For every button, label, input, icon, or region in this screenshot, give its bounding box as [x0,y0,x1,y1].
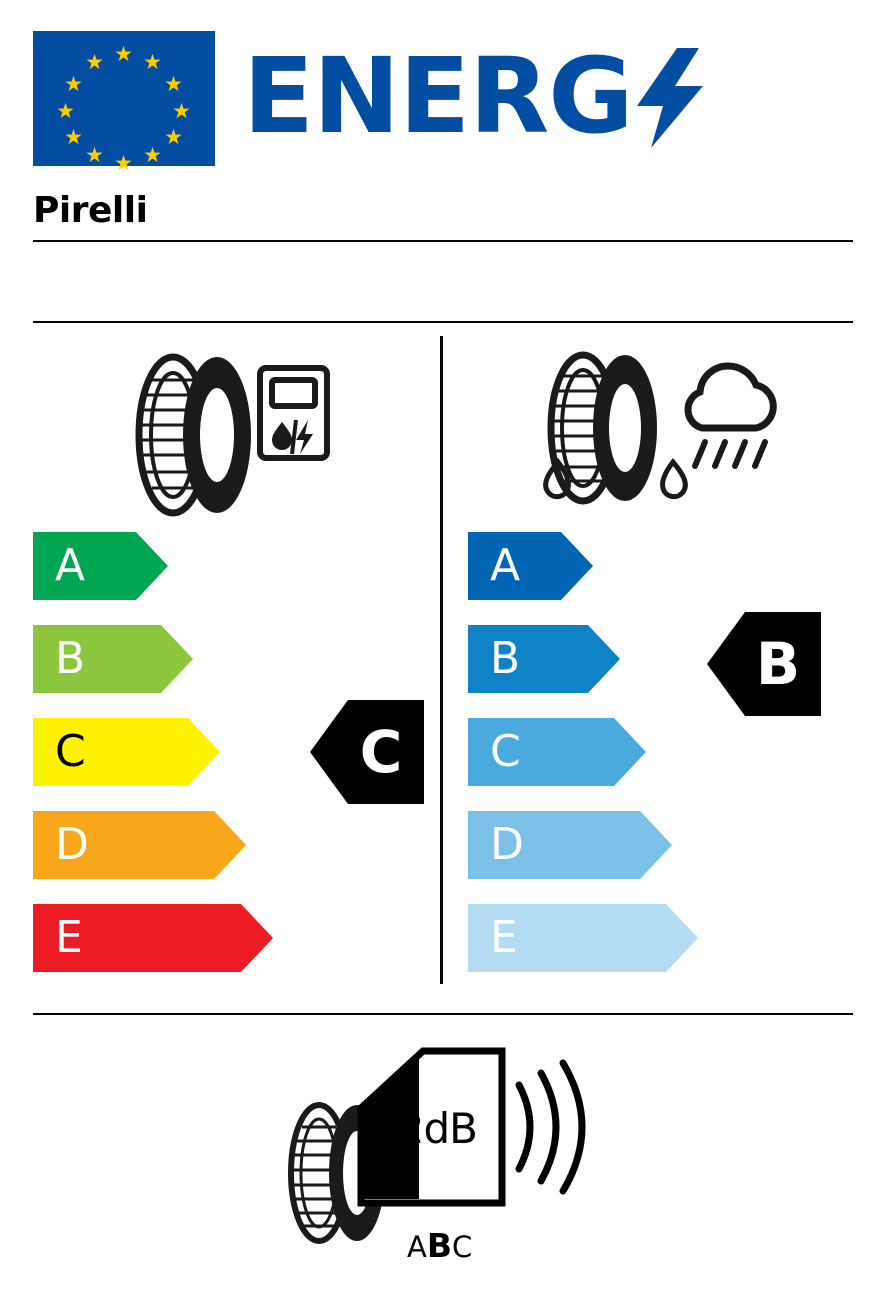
wet-selected-letter: B [755,630,801,698]
eu-flag [33,31,215,175]
wet-grade-letter-b: B [490,633,521,684]
eu-star: ★ [143,51,162,74]
eu-star: ★ [114,152,133,175]
eu-star: ★ [164,126,183,149]
fuel-grade-row-a [33,532,168,600]
lightning-bolt-icon [637,48,703,148]
fuel-grade-row-c [33,718,220,786]
eu-star: ★ [164,73,183,96]
wet-grade-row-d [468,811,672,879]
wet-grade-letter-d: D [490,819,524,870]
eu-star: ★ [85,51,104,74]
fuel-grade-row-d [33,811,246,879]
fuel-grade-letter-b: B [55,633,86,684]
tyre-fuel-pump-icon [120,350,330,520]
tyre-rain-cloud-icon [525,350,790,515]
fuel-grade-row-b [33,625,193,693]
fuel-grade-letter-c: C [55,726,86,777]
eu-star: ★ [172,100,191,123]
eu-star: ★ [64,73,83,96]
wet-grade-letter-c: C [490,726,521,777]
wet-grade-row-e [468,904,698,972]
eu-star: ★ [85,144,104,167]
wet-grade-letter-e: E [490,912,518,963]
noise-class-scale [407,1226,472,1265]
divider-vertical [440,336,443,984]
divider-bottom [33,1013,853,1015]
brand-name: Pirelli [33,190,148,231]
fuel-selected-marker [310,700,424,804]
energy-wordmark: ENERG [243,35,633,157]
eu-star: ★ [143,144,162,167]
fuel-grade-letter-e: E [55,912,83,963]
wet-grade-row-b [468,625,620,693]
wet-grade-letter-a: A [490,540,521,591]
divider-second [33,321,853,323]
eu-star: ★ [114,43,133,66]
eu-star: ★ [64,126,83,149]
fuel-grade-row-e [33,904,273,972]
eu-star: ★ [56,100,75,123]
fuel-grade-letter-a: A [55,540,86,591]
noise-class-a: A [407,1230,427,1264]
noise-class-c: C [452,1230,473,1264]
fuel-grade-letter-d: D [55,819,89,870]
wet-grade-row-a [468,532,593,600]
noise-class-b: B [426,1226,452,1265]
fuel-selected-letter: C [359,718,403,786]
wet-selected-marker [707,612,821,716]
wet-grade-row-c [468,718,646,786]
fuel-grade-shape-a [33,532,168,600]
divider-top [33,240,853,242]
noise-value: 72dB [372,1104,477,1153]
